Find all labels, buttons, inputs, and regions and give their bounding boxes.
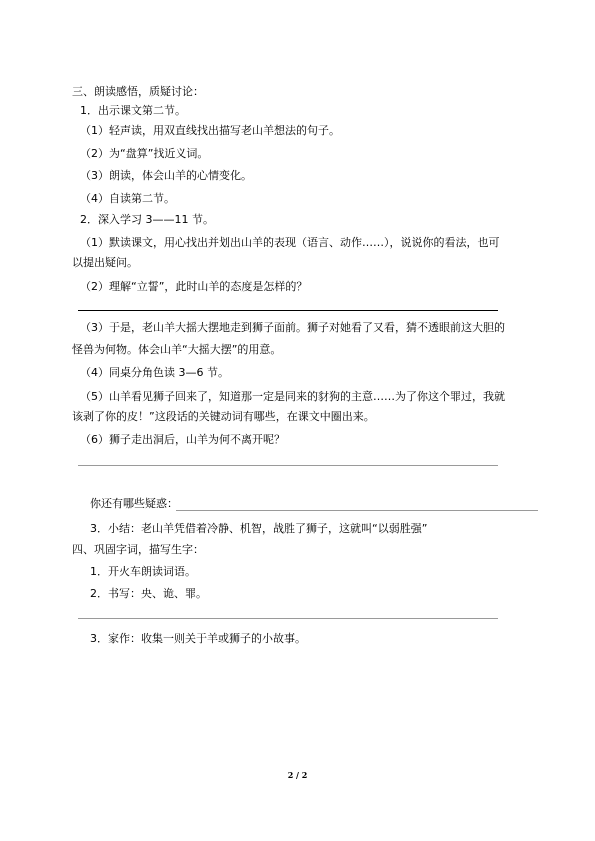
step-4-2: 2．书写：央、诡、罪。: [90, 587, 207, 600]
step-2-item-5-cont: 该剥了你的皮！”这段话的关键动词有哪些，在课文中圈出来。: [72, 410, 375, 423]
step-1-item-4: （4）自读第二节。: [80, 192, 175, 205]
step-2-item-2: （2）理解“立誓”，此时山羊的态度是怎样的？: [80, 280, 308, 293]
step-2-item-4: （4）同桌分角色读 3—6 节。: [80, 366, 229, 379]
page-number: 2 / 2: [287, 770, 308, 780]
step-2-item-3: （3）于是，老山羊大摇大摆地走到狮子面前。狮子对她看了又看，猜不透眼前这大胆的: [80, 321, 505, 334]
step-4-3: 3．家作：收集一则关于羊或狮子的小故事。: [90, 632, 306, 645]
step-4-1: 1．开火车朗读词语。: [90, 565, 196, 578]
answer-line-2: [78, 465, 498, 466]
step-3-summary: 3．小结：老山羊凭借着冷静、机智，战胜了狮子，这就叫“以弱胜强”: [90, 522, 428, 535]
section-heading-3: 三、朗读感悟，质疑讨论：: [72, 85, 204, 98]
answer-line-3: [78, 618, 498, 619]
section-heading-4: 四、巩固字词，描写生字：: [72, 543, 204, 556]
step-2-item-5: （5）山羊看见狮子回来了，知道那一定是同来的豺狗的主意……为了你这个罪过，我就: [80, 390, 505, 403]
step-2-item-6: （6）狮子走出洞后，山羊为何不离开呢？: [80, 433, 285, 446]
step-2-item-1-cont: 以提出疑问。: [72, 256, 138, 269]
questions-answer-line: [176, 510, 538, 511]
step-1-item-1: （1）轻声读，用双直线找出描写老山羊想法的句子。: [80, 124, 340, 137]
step-2: 2．深入学习 3——11 节。: [80, 213, 214, 226]
step-2-item-1: （1）默读课文，用心找出并划出山羊的表现（语言、动作……），说说你的看法，也可: [80, 236, 500, 249]
step-1-item-2: （2）为“盘算”找近义词。: [80, 147, 209, 160]
step-1: 1．出示课文第二节。: [80, 104, 186, 117]
questions-prompt: 你还有哪些疑惑：: [90, 497, 178, 510]
step-1-item-3: （3）朗读，体会山羊的心情变化。: [80, 169, 252, 182]
step-2-item-3-cont: 怪兽为何物。体会山羊“大摇大摆”的用意。: [72, 343, 282, 356]
answer-line-1: [78, 310, 498, 311]
